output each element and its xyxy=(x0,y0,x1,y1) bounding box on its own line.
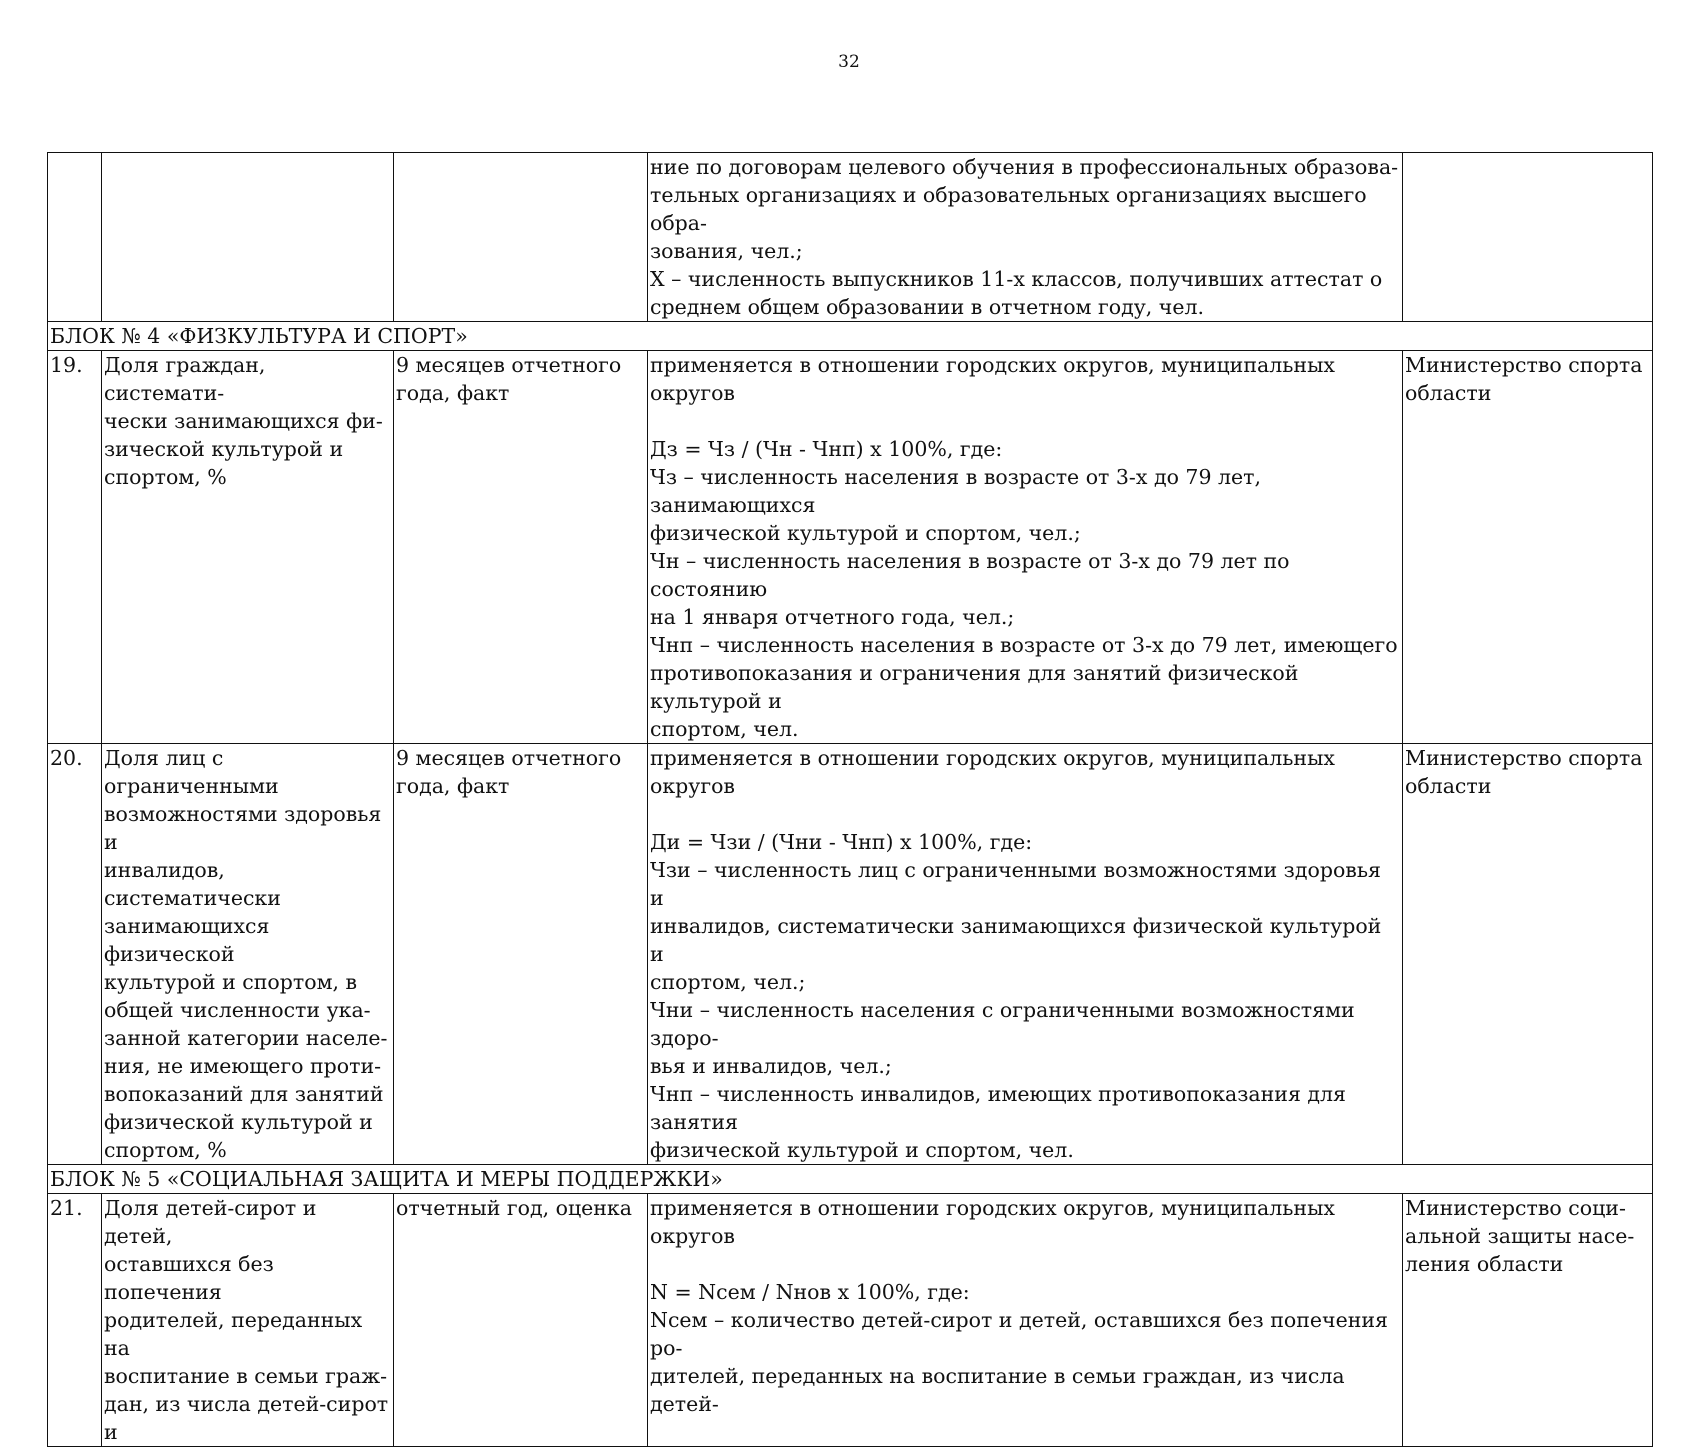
table-row-20 xyxy=(48,744,1653,1165)
method-text: применяется в отношении городских округов, муниципальных округов Дз = Чз / (Чн - Чнп) х 100%, где: Чз – численность населения в возрасте от 3-х до 79 лет, занимающихся физической культурой и спортом, чел.; Чн – численность населения в возрасте от 3-х до 79 лет по состоянию на 1 января отчетного года, чел.; Чнп – численность населения в возрасте от 3-х до 79 лет, имеющего противопоказания и ограничения для занятий физической культурой и спортом, чел. xyxy=(650,353,1398,741)
period-cell xyxy=(394,153,648,322)
number-cell: 21. xyxy=(48,1194,102,1447)
period-text: 9 месяцев отчетного года, факт xyxy=(396,353,622,405)
section-row-block4 xyxy=(48,322,1653,351)
period-cell xyxy=(394,744,648,1165)
number-cell: 19. xyxy=(48,351,102,744)
number-cell xyxy=(48,153,102,322)
responsible-cell xyxy=(1403,153,1653,322)
responsible-cell xyxy=(1403,1194,1653,1447)
method-cell xyxy=(648,744,1403,1165)
period-cell xyxy=(394,1194,648,1447)
method-text: ние по договорам целевого обучения в профессиональных образова- тельных организациях и образовательных организациях высшего обра- зования, чел.; Х – численность выпускников 11-х классов, получивших аттестат о среднем общем образовании в отчетном году, чел. xyxy=(650,155,1399,319)
indicator-cell xyxy=(102,351,394,744)
section-row-block5 xyxy=(48,1165,1653,1194)
section-title: БЛОК № 4 «ФИЗКУЛЬТУРА И СПОРТ» xyxy=(48,322,1653,351)
period-text: отчетный год, оценка xyxy=(396,1196,632,1220)
indicator-cell xyxy=(102,744,394,1165)
indicators-table xyxy=(47,152,1653,1447)
table-row-19 xyxy=(48,351,1653,744)
indicator-text: Доля лиц с ограниченными возможностями здоровья и инвалидов, систематически занимающихся физической культурой и спортом, в общей численности ука- занной категории населе- ния, не имеющего проти- вопоказаний для занятий физической культурой и спортом, % xyxy=(104,746,388,1162)
method-cell xyxy=(648,153,1403,322)
responsible-text: Министерство спорта области xyxy=(1405,353,1643,405)
page-number: 32 xyxy=(838,52,860,72)
method-text: применяется в отношении городских округов, муниципальных округов Ди = Чзи / (Чни - Чнп) х 100%, где: Чзи – численность лиц с ограниченными возможностями здоровья и инвалидов, систематически занимающихся физической культурой и спортом, чел.; Чни – численность населения с ограниченными возможностями здоро- вья и инвалидов, чел.; Чнп – численность инвалидов, имеющих противопоказания для занятия физической культурой и спортом, чел. xyxy=(650,746,1382,1162)
number-cell: 20. xyxy=(48,744,102,1165)
indicator-cell xyxy=(102,153,394,322)
responsible-cell xyxy=(1403,351,1653,744)
responsible-text: Министерство спорта области xyxy=(1405,746,1643,798)
section-title: БЛОК № 5 «СОЦИАЛЬНАЯ ЗАЩИТА И МЕРЫ ПОДДЕРЖКИ» xyxy=(48,1165,1653,1194)
method-text: применяется в отношении городских округов, муниципальных округов N = Nсем / Nнов х 100%, где: Nсем – количество детей-сирот и детей, оставшихся без попечения ро- дителей, переданных на воспитание в семьи граждан, из числа детей- xyxy=(650,1196,1388,1416)
indicator-cell xyxy=(102,1194,394,1447)
table-row-continued xyxy=(48,153,1653,322)
indicator-text: Доля граждан, системати- чески занимающихся фи- зической культурой и спортом, % xyxy=(104,353,383,489)
responsible-text: Министерство соци- альной защиты насе- ления области xyxy=(1405,1196,1635,1276)
method-cell xyxy=(648,1194,1403,1447)
period-cell xyxy=(394,351,648,744)
period-text: 9 месяцев отчетного года, факт xyxy=(396,746,622,798)
responsible-cell xyxy=(1403,744,1653,1165)
indicator-text: Доля детей-сирот и детей, оставшихся без попечения родителей, переданных на воспитание в семьи граж- дан, из числа детей-сирот и xyxy=(104,1196,389,1444)
table-row-21 xyxy=(48,1194,1653,1447)
method-cell xyxy=(648,351,1403,744)
